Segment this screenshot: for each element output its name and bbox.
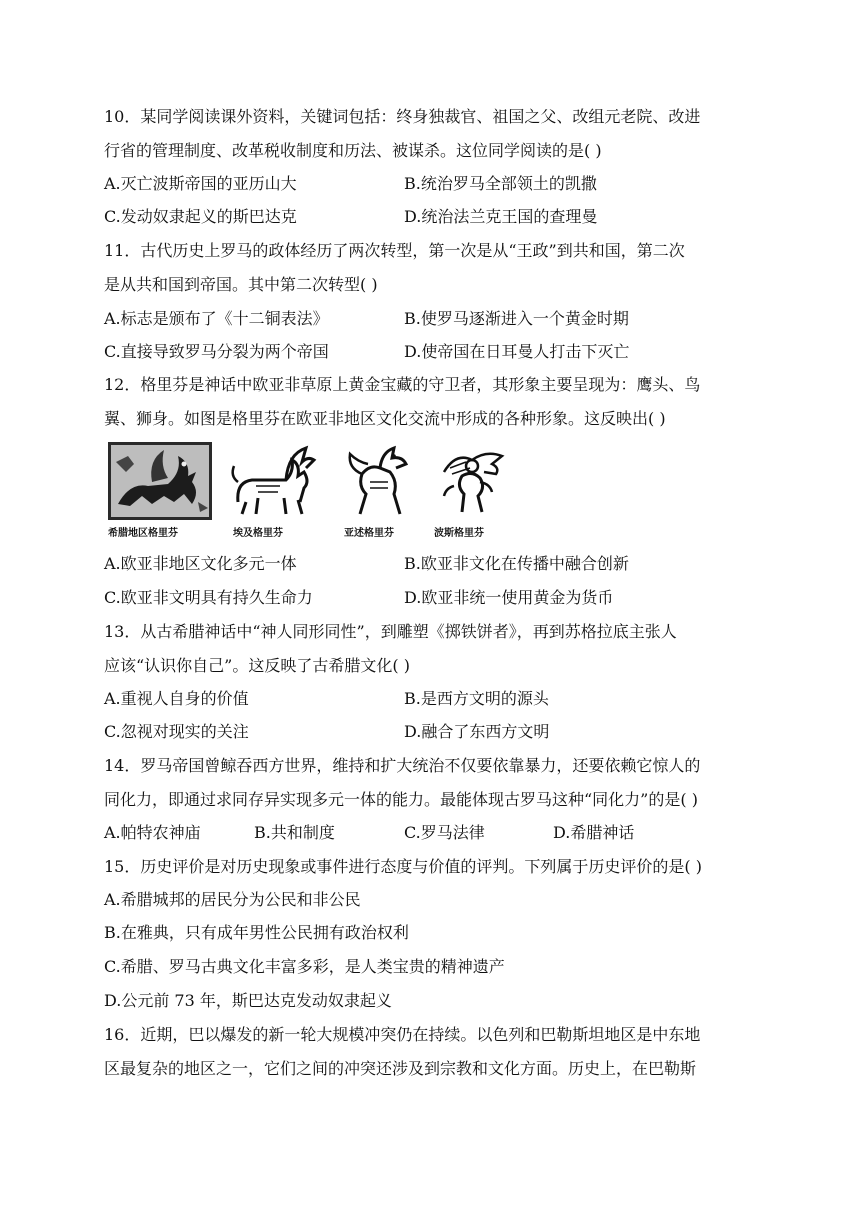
griffin-figure: [108, 442, 528, 542]
question-16-line-2: 区最复杂的地区之一，它们之间的冲突还涉及到宗教和文化方面。历史上，在巴勒斯: [104, 1059, 697, 1078]
q10-option-b: B.统治罗马全部领土的凯撒: [404, 174, 597, 193]
question-10-line-1: 10．某同学阅读课外资料，关键词包括：终身独裁官、祖国之父、改组元老院、改进: [104, 107, 701, 126]
q11-option-c: C.直接导致罗马分裂为两个帝国: [104, 342, 329, 361]
question-12-line-2: 翼、狮身。如图是格里芬在欧亚非地区文化交流中形成的各种形象。这反映出( ): [104, 409, 666, 428]
egyptian-griffin-image: [228, 442, 320, 520]
q14-option-c: C.罗马法律: [404, 823, 485, 842]
q11-option-d: D.使帝国在日耳曼人打击下灭亡: [404, 342, 630, 361]
q15-option-d: D.公元前 73 年，斯巴达克发动奴隶起义: [104, 991, 392, 1010]
q14-option-b: B.共和制度: [254, 823, 335, 842]
question-16-line-1: 16．近期，巴以爆发的新一轮大规模冲突仍在持续。以色列和巴勒斯坦地区是中东地: [104, 1025, 701, 1044]
question-13-line-1: 13．从古希腊神话中“神人同形同性”，到雕塑《掷铁饼者》，再到苏格拉底主张人: [104, 622, 677, 641]
q12-option-c: C.欧亚非文明具有持久生命力: [104, 588, 313, 607]
q15-option-b: B.在雅典，只有成年男性公民拥有政治权利: [104, 923, 409, 942]
question-14-line-2: 同化力，即通过求同存异实现多元一体的能力。最能体现古罗马这种“同化力”的是( ): [104, 790, 698, 809]
question-12-line-1: 12．格里芬是神话中欧亚非草原上黄金宝藏的守卫者，其形象主要呈现为：鹰头、鸟: [104, 375, 701, 394]
q13-option-d: D.融合了东西方文明: [404, 722, 550, 741]
question-10-line-2: 行省的管理制度、改革税收制度和历法、被谋杀。这位同学阅读的是( ): [104, 141, 602, 160]
q12-option-a: A.欧亚非地区文化多元一体: [104, 554, 297, 573]
question-13-line-2: 应该“认识你自己”。这反映了古希腊文化( ): [104, 656, 410, 675]
q11-option-b: B.使罗马逐渐进入一个黄金时期: [404, 309, 629, 328]
q13-option-c: C.忽视对现实的关注: [104, 722, 249, 741]
q11-option-a: A.标志是颁布了《十二铜表法》: [104, 309, 329, 328]
q13-option-a: A.重视人自身的价值: [104, 689, 249, 708]
figure-caption-assyrian: 亚述格里芬: [344, 528, 394, 539]
figure-caption-greek: 希腊地区格里芬: [108, 528, 178, 539]
persian-griffin-image: [436, 442, 506, 520]
q13-option-b: B.是西方文明的源头: [404, 689, 549, 708]
question-14-line-1: 14．罗马帝国曾鲸吞西方世界，维持和扩大统治不仅要依靠暴力，还要依赖它惊人的: [104, 756, 701, 775]
q15-option-c: C.希腊、罗马古典文化丰富多彩，是人类宝贵的精神遗产: [104, 957, 505, 976]
q15-option-a: A.希腊城邦的居民分为公民和非公民: [104, 890, 361, 909]
figure-caption-persian: 波斯格里芬: [434, 528, 484, 539]
q12-option-b: B.欧亚非文化在传播中融合创新: [404, 554, 629, 573]
q12-option-d: D.欧亚非统一使用黄金为货币: [404, 588, 614, 607]
figure-caption-egyptian: 埃及格里芬: [233, 528, 283, 539]
greek-griffin-image: [108, 442, 212, 520]
assyrian-griffin-image: [340, 442, 418, 520]
q14-option-d: D.希腊神话: [553, 823, 635, 842]
question-15-line-1: 15．历史评价是对历史现象或事件进行态度与价值的评判。下列属于历史评价的是( ): [104, 857, 702, 876]
q10-option-c: C.发动奴隶起义的斯巴达克: [104, 207, 297, 226]
q10-option-d: D.统治法兰克王国的查理曼: [404, 207, 598, 226]
question-11-line-1: 11．古代历史上罗马的政体经历了两次转型，第一次是从“王政”到共和国，第二次: [104, 241, 685, 260]
q14-option-a: A.帕特农神庙: [104, 823, 201, 842]
question-11-line-2: 是从共和国到帝国。其中第二次转型( ): [104, 275, 378, 294]
q10-option-a: A.灭亡波斯帝国的亚历山大: [104, 174, 297, 193]
